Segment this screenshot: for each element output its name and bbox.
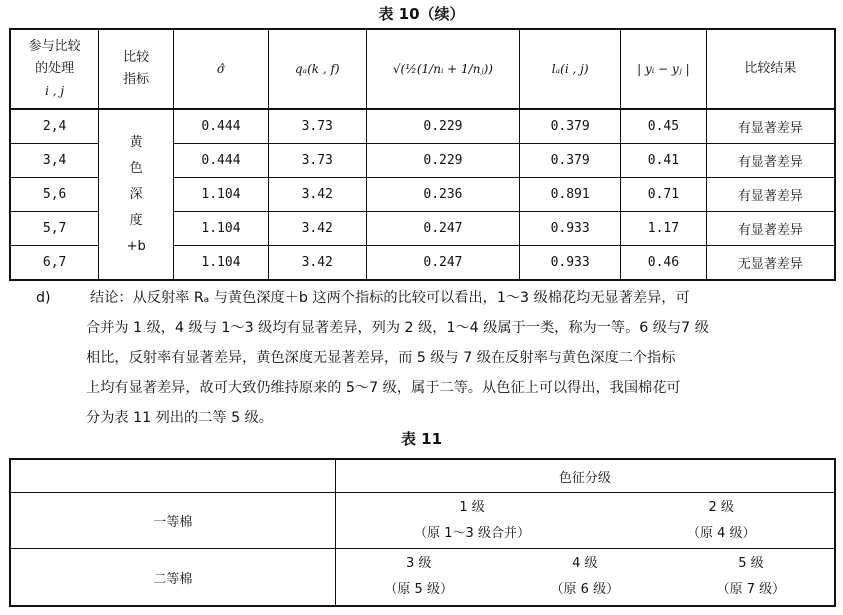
index-char: 色 xyxy=(129,160,143,176)
cell-pair: 5,7 xyxy=(10,212,99,246)
second-class-label: 二等棉 xyxy=(10,549,335,607)
table11-corner xyxy=(10,459,335,493)
header-sigma: σ̂ xyxy=(174,29,269,109)
grade-name: 1 级 xyxy=(459,499,485,515)
header-index-line2: 指标 xyxy=(123,72,150,87)
cell-result: 有显著差异 xyxy=(706,144,835,178)
cell-sigma: 1.104 xyxy=(174,212,269,246)
grade-note: （原 7 级） xyxy=(716,582,786,597)
index-char: 度 xyxy=(129,212,143,228)
cell-l: 0.379 xyxy=(520,109,621,144)
conclusion-line: 上均有显著差异，故可大致仍维持原来的 5～7 级，属于二等。从色征上可以得出，我国棉花可 xyxy=(86,380,681,396)
conclusion-line: 相比，反射率有显著差异，黄色深度无显著差异，而 5 级与 7 级在反射率与黄色深度二个指标 xyxy=(86,350,676,366)
table-11 xyxy=(9,458,836,607)
conclusion-line: 分为表 11 列出的二等 5 级。 xyxy=(86,410,273,426)
cell-sigma: 0.444 xyxy=(174,144,269,178)
cell-sigma: 0.444 xyxy=(174,109,269,144)
grade-note: （原 4 级） xyxy=(686,525,756,541)
cell-sqrt: 0.247 xyxy=(366,246,520,281)
header-sqrt: √(½(1/nᵢ + 1/nⱼ)) xyxy=(366,29,520,109)
cell-l: 0.379 xyxy=(520,144,621,178)
cell-diff: 1.17 xyxy=(621,212,707,246)
grade-name: 3 级 xyxy=(405,556,432,571)
grade-cell xyxy=(414,495,530,547)
cell-sqrt: 0.236 xyxy=(366,178,520,212)
cell-result: 有显著差异 xyxy=(706,178,835,212)
second-class-grades xyxy=(335,549,835,607)
first-class-label: 一等棉 xyxy=(10,493,335,549)
header-pair-line1: 参与比较 xyxy=(28,39,81,54)
cell-sigma: 1.104 xyxy=(174,246,269,281)
grade-cell xyxy=(551,551,620,603)
cell-sqrt: 0.229 xyxy=(366,144,520,178)
index-yellow-depth xyxy=(99,109,174,280)
grade-cell xyxy=(687,495,756,547)
cell-q: 3.42 xyxy=(268,212,366,246)
index-char: +b xyxy=(126,238,146,254)
conclusion-line: 合并为 1 级，4 级与 1～3 级均有显著差异，列为 2 级，1～4 级属于一类，称为一等。6 级与7 级 xyxy=(86,320,709,336)
grade-note: （原 1～3 级合并） xyxy=(414,525,530,541)
grade-cell xyxy=(717,551,786,603)
table11-header: 色征分级 xyxy=(335,459,835,493)
header-index xyxy=(99,29,174,109)
grade-name: 4 级 xyxy=(572,556,598,571)
cell-l: 0.933 xyxy=(520,246,621,281)
cell-q: 3.42 xyxy=(268,178,366,212)
header-pair-line3: i , j xyxy=(45,84,65,98)
table10-caption: 表 10（续） xyxy=(378,5,465,23)
header-pair xyxy=(10,29,99,109)
cell-diff: 0.71 xyxy=(621,178,707,212)
cell-sqrt: 0.229 xyxy=(366,109,520,144)
cell-q: 3.73 xyxy=(268,144,366,178)
cell-pair: 6,7 xyxy=(10,246,99,281)
cell-result: 有显著差异 xyxy=(706,212,835,246)
header-index-line1: 比较 xyxy=(123,50,150,65)
cell-result: 无显著差异 xyxy=(706,246,835,281)
cell-sqrt: 0.247 xyxy=(366,212,520,246)
cell-diff: 0.41 xyxy=(621,144,707,178)
index-char: 深 xyxy=(129,186,143,202)
header-q: qₐ(k , f) xyxy=(268,29,366,109)
cell-q: 3.73 xyxy=(268,109,366,144)
cell-sigma: 1.104 xyxy=(174,178,269,212)
cell-diff: 0.45 xyxy=(621,109,707,144)
header-pair-line2: 的处理 xyxy=(35,61,75,76)
cell-pair: 2,4 xyxy=(10,109,99,144)
header-l: lₐ(i , j) xyxy=(520,29,621,109)
grade-note: （原 5 级） xyxy=(384,582,453,597)
first-class-grades xyxy=(335,493,835,549)
index-char: 黄 xyxy=(129,134,143,150)
grade-name: 2 级 xyxy=(708,499,734,515)
cell-pair: 3,4 xyxy=(10,144,99,178)
grade-cell xyxy=(384,551,453,603)
table-10 xyxy=(9,28,836,281)
cell-q: 3.42 xyxy=(268,246,366,281)
conclusion-paragraph xyxy=(36,283,835,433)
grade-note: （原 6 级） xyxy=(550,582,620,597)
grade-name: 5 级 xyxy=(738,556,764,571)
table-row xyxy=(10,109,835,144)
conclusion-label: d) xyxy=(36,290,51,306)
cell-l: 0.933 xyxy=(520,212,621,246)
header-diff: | yᵢ − yⱼ | xyxy=(621,29,707,109)
conclusion-line: 结论：从反射率 Rₐ 与黄色深度＋b 这两个指标的比较可以看出，1～3 级棉花均无显著差异，可 xyxy=(90,290,690,306)
cell-result: 有显著差异 xyxy=(706,109,835,144)
cell-diff: 0.46 xyxy=(621,246,707,281)
table11-caption: 表 11 xyxy=(400,430,443,448)
cell-pair: 5,6 xyxy=(10,178,99,212)
cell-l: 0.891 xyxy=(520,178,621,212)
header-result: 比较结果 xyxy=(706,29,835,109)
